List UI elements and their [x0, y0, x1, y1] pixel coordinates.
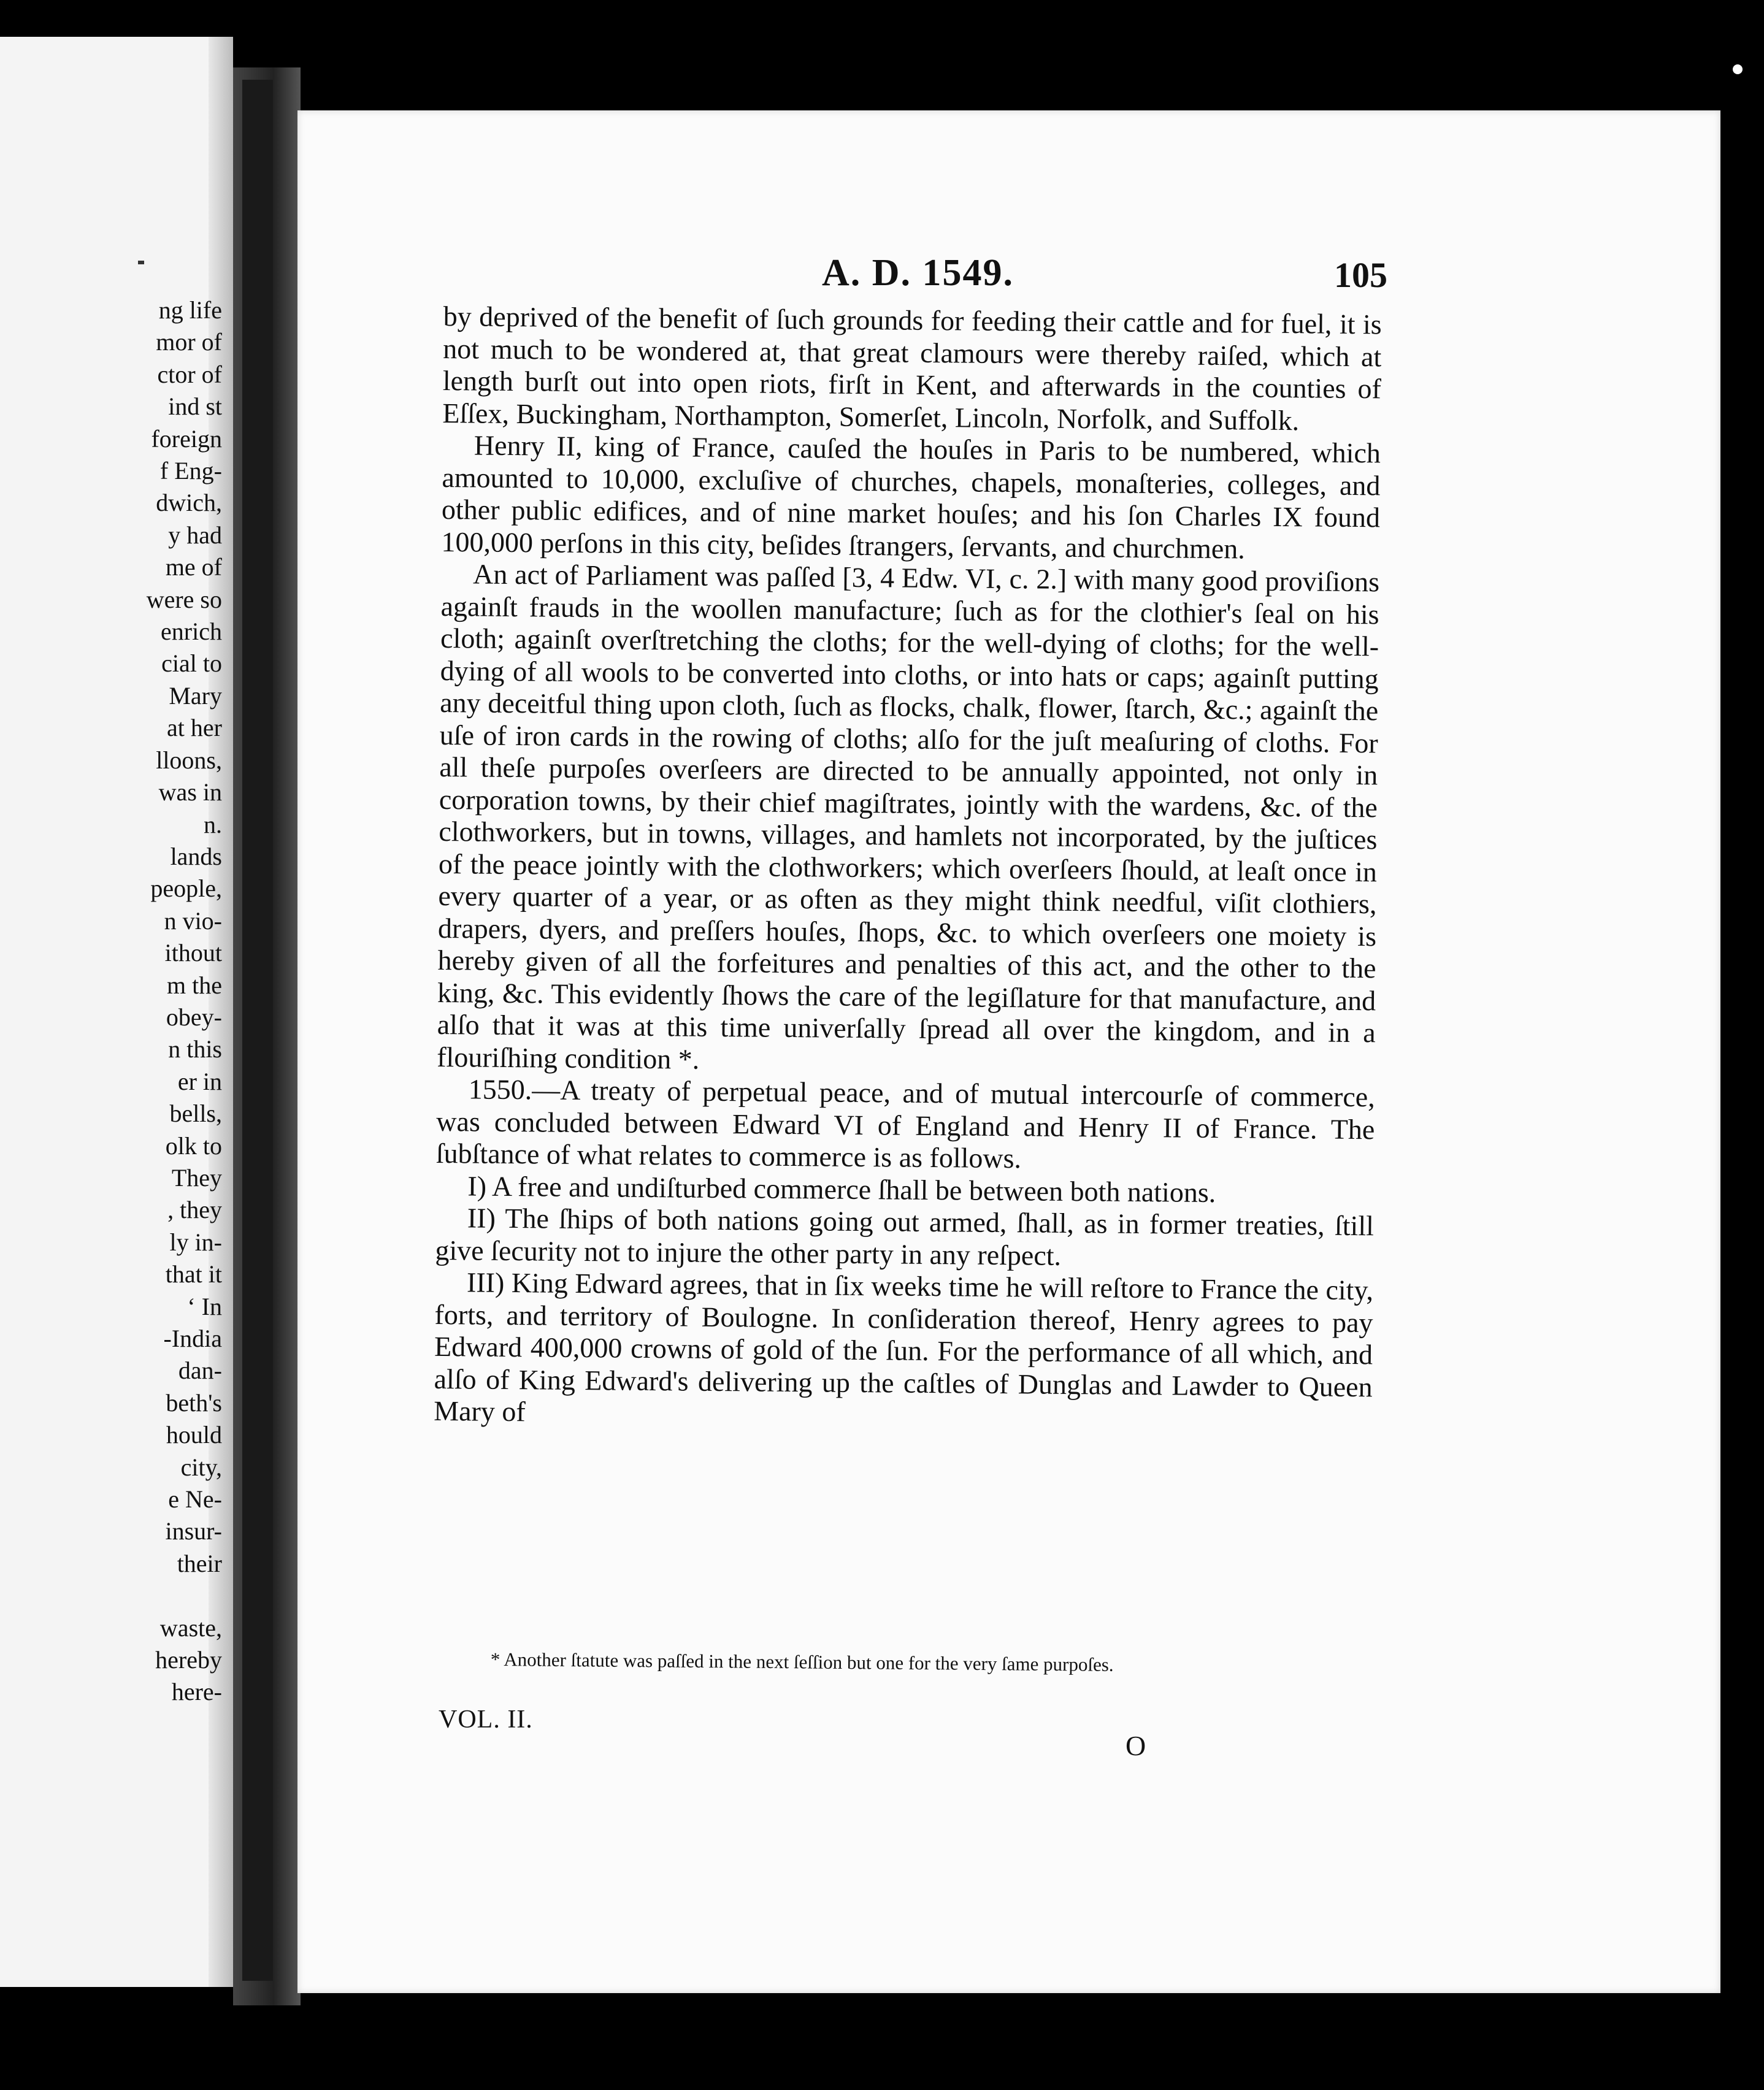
footnote: * Another ſtatute was paſſed in the next ſeſſion but one for the very ſame purpoſes. — [490, 1648, 1114, 1675]
left-page-line: hereby — [155, 1646, 222, 1674]
left-page-line: enrich — [161, 618, 222, 646]
left-page-line: ng life — [158, 296, 222, 324]
left-page-line: cial to — [161, 649, 222, 678]
left-page-line: foreign — [151, 424, 222, 453]
left-page-line: were so — [146, 585, 222, 613]
left-page-line: n vio- — [164, 906, 222, 935]
left-page-line: me of — [165, 553, 222, 581]
paragraph: III) King Edward agrees, that in ſix weeks time he will reſtore to France the city, forts, and territory of Boulogne. In conſideration thereof, Henry agrees to pay Edward 400,000 crowns of gold of the ſun. For the performance of all which, and alſo of King Edward's delivering up the caſtles of Dunglas and Lawder to Queen Mary of — [433, 1266, 1374, 1428]
right-page — [297, 110, 1720, 1993]
left-page-line: at her — [167, 714, 222, 742]
left-page-line: mor of — [156, 328, 222, 356]
header-year: A. D. 1549. — [822, 252, 1014, 294]
signature-mark: O — [1126, 1730, 1146, 1761]
left-page-line: ithout — [164, 939, 222, 967]
left-page-line: ind st — [168, 392, 222, 421]
left-page-line: lands — [170, 842, 222, 870]
left-page-line: here- — [171, 1678, 222, 1706]
left-page-line: n. — [204, 810, 222, 838]
left-page-line: waste, — [159, 1613, 222, 1642]
left-page-line: their — [177, 1549, 222, 1577]
paragraph: 1550.—A treaty of perpetual peace, and of mutual intercourſe of commerce, was concluded between Edward VI of England and Henry II of France. The ſubſtance of what relates to commerce is as follows. — [435, 1073, 1375, 1174]
left-page-line: city, — [180, 1453, 222, 1481]
left-page-line — [147, 1580, 222, 1612]
left-page-line: ‘ In — [187, 1292, 222, 1320]
left-page-line: ctor of — [157, 360, 222, 388]
paragraph: II) The ſhips of both nations going out armed, ſhall, as in former treaties, ſtill give ſecurity not to injure the other party in any reſpect. — [435, 1202, 1375, 1271]
left-page-line: e Ne- — [168, 1485, 222, 1514]
left-page-line: f Eng- — [159, 457, 222, 485]
left-page-line: y had — [168, 521, 222, 549]
left-page-line: n this — [168, 1035, 222, 1063]
left-page-text — [147, 294, 222, 1709]
volume-signature: VOL. II. — [439, 1705, 533, 1734]
gutter-shadow — [242, 80, 273, 1981]
body-text — [434, 300, 1382, 1436]
page-number: 105 — [1334, 255, 1387, 295]
left-page-line: olk to — [165, 1131, 222, 1160]
left-page-line: insur- — [165, 1517, 222, 1545]
left-page-line: dan- — [178, 1357, 222, 1385]
facing-left-page — [0, 37, 233, 1987]
left-page-line: beth's — [166, 1388, 222, 1417]
left-page-line: Mary — [169, 681, 222, 710]
left-page-line: obey- — [166, 1003, 222, 1031]
paragraph: An act of Parliament was paſſed [3, 4 Edw. VI, c. 2.] with many good proviſions againſt frauds in the woollen manufacture; ſuch as for the clothier's ſeal on his cloth; againſt overſtretching the cloths; for the well-dying of cloths; for the well-dying of all wools to be converted into cloths, or into hats or caps; againſt putting any deceitful thing upon cloth, ſuch as flocks, chalk, flower, ſtarch, &c.; againſt the uſe of iron cards in the rowing of cloths; alſo for the juſt meaſuring of cloths. For all theſe purpoſes overſeers are directed to be annually appointed, not only in corporation towns, by their chief magiſtrates, jointly with the wardens, &c. of the clothworkers, but in towns, villages, and hamlets not incorporated, by the juſtices of the peace jointly with the clothworkers; which overſeers ſhould, at leaſt once in every quarter of a year, or as often as they might think needful, viſit clothiers, drapers, dyers, and preſſers houſes, ſhops, &c. to which overſeers one moiety is hereby given of all the forfeitures and penalties of this act, and the other to the king, &c. This evidently ſhows the care of the legiſlature for that manufacture, and alſo that it was at this time univerſally ſpread all over the kingdom, and in a flouriſhing condition *. — [437, 558, 1380, 1075]
left-page-line: hould — [166, 1421, 222, 1449]
left-page-line: er in — [177, 1067, 222, 1095]
left-page-line: was in — [158, 778, 222, 806]
left-page-line: They — [171, 1163, 222, 1192]
left-page-line: -India — [163, 1325, 222, 1352]
left-page-line: ly in- — [169, 1228, 222, 1256]
scan-speck — [1733, 64, 1743, 74]
ink-speck — [138, 261, 144, 264]
left-page-line: bells, — [169, 1100, 222, 1128]
left-page-line: people, — [150, 875, 222, 903]
left-page-line: , they — [167, 1196, 222, 1224]
left-page-line: dwich, — [156, 489, 222, 517]
running-header — [297, 251, 1720, 307]
paragraph: by deprived of the benefit of ſuch grounds for feeding their cattle and for fuel, it is not much to be wondered at, that great clamours were thereby raiſed, which at length burſt out into open riots, firſt in Kent, and afterwards in the counties of Eſſex, Buckingham, Northampton, Somerſet, Lincoln, Norfolk, and Suffolk. — [442, 300, 1382, 436]
paragraph: I) A free and undiſturbed commerce ſhall be between both nations. — [467, 1169, 1216, 1208]
left-page-line: that it — [165, 1260, 222, 1288]
left-page-line: m the — [167, 971, 222, 999]
paragraph: Henry II, king of France, cauſed the houſes in Paris to be numbered, which amounted to 10,000, excluſive of churches, chapels, monaſteries, colleges, and other public edifices, and of nine market houſes; and his ſon Charles IX found 100,000 perſons in this city, beſides ſtrangers, ſervants, and churchmen. — [441, 429, 1381, 564]
left-page-line: lloons, — [156, 746, 222, 774]
